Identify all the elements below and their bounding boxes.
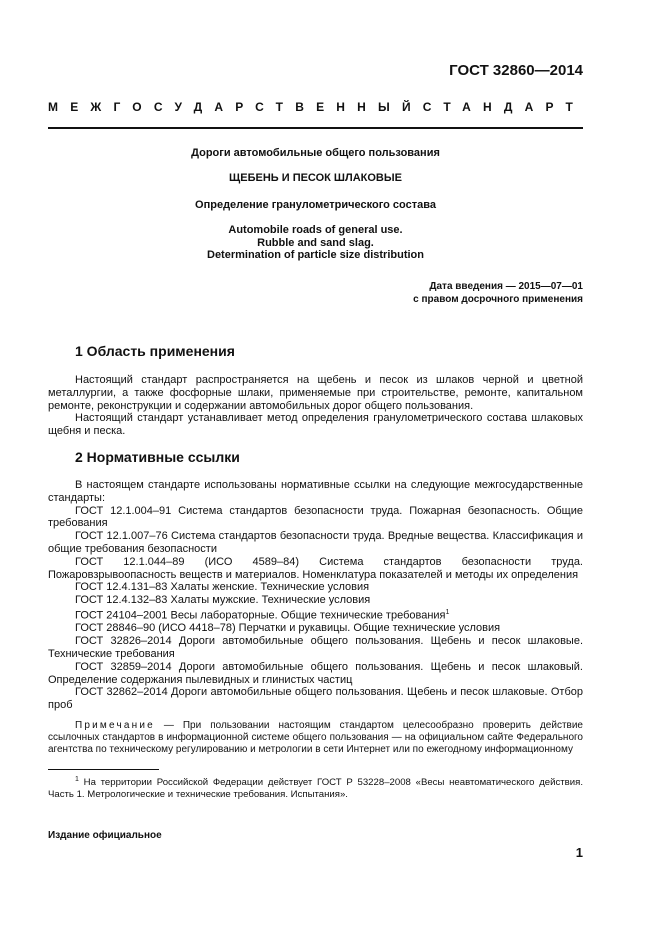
note-label: Примечание bbox=[75, 720, 155, 731]
note-text: — При пользовании настоящим стандартом целесообразно проверить действие ссылочных стандартов в информационной системе общего пользования — на официальном сайте Федерального агентства по техническому регулированию и метрологии в сети Интернет или по ежегодному информационному bbox=[48, 720, 583, 755]
footnote-number: 1 bbox=[75, 776, 79, 783]
standard-word: СТАНДАРТ bbox=[422, 100, 586, 114]
english-title-line: Rubble and sand slag. bbox=[257, 236, 374, 249]
section-2-body bbox=[48, 479, 583, 712]
footnote-paragraph bbox=[48, 774, 583, 801]
reference-item bbox=[48, 607, 583, 622]
early-application-line: с правом досрочного применения bbox=[413, 293, 583, 305]
reference-item: ГОСТ 32862–2014 Дороги автомобильные общего пользования. Щебень и песок шлаковые. Отбор проб bbox=[48, 686, 583, 712]
gost-number: ГОСТ 32860—2014 bbox=[449, 62, 583, 79]
note-paragraph bbox=[48, 720, 583, 756]
section-1-body bbox=[48, 374, 583, 438]
footnote-marker[interactable]: 1 bbox=[445, 608, 450, 616]
header-divider bbox=[48, 127, 583, 129]
reference-item: ГОСТ 12.1.044–89 (ИСО 4589–84) Система стандартов безопасности труда. Пожаровзрывоопасность веществ и материалов. Номенклатура показателей и методы их определения bbox=[48, 555, 583, 581]
introduction-date bbox=[413, 281, 583, 306]
page-number: 1 bbox=[575, 845, 583, 860]
reference-item: ГОСТ 12.4.132–83 Халаты мужские. Технические условия bbox=[75, 594, 371, 607]
russian-subject: ЩЕБЕНЬ И ПЕСОК ШЛАКОВЫЕ bbox=[229, 172, 402, 184]
russian-method: Определение гранулометрического состава bbox=[195, 199, 436, 211]
reference-item: ГОСТ 32859–2014 Дороги автомобильные общего пользования. Щебень и песок шлаковый. Определение содержания пылевидных и глинистых частиц bbox=[48, 660, 583, 686]
standard-type-banner bbox=[48, 100, 586, 114]
section-1-heading: 1 Область применения bbox=[75, 343, 235, 359]
reference-text: ГОСТ 24104–2001 Весы лабораторные. Общие технические требования bbox=[75, 609, 446, 622]
introduction-date-line: Дата введения — 2015—07—01 bbox=[429, 281, 583, 292]
reference-item: ГОСТ 32826–2014 Дороги автомобильные общего пользования. Щебень и песок шлаковые. Технические требования bbox=[48, 635, 583, 661]
section-2-heading: 2 Нормативные ссылки bbox=[75, 449, 240, 465]
english-title-line: Automobile roads of general use. bbox=[228, 224, 403, 236]
english-title-line: Determination of particle size distribution bbox=[207, 249, 424, 261]
reference-item: ГОСТ 12.1.007–76 Система стандартов безопасности труда. Вредные вещества. Классификация и общие требования безопасности bbox=[48, 530, 583, 555]
official-edition-label: Издание официальное bbox=[48, 830, 162, 841]
footnote bbox=[48, 774, 583, 801]
paragraph: Настоящий стандарт распространяется на щебень и песок из шлаков черной и цветной металлургии, а также фосфорные шлаки, применяемые при строительстве, ремонте, капитальном ремонте, реконструкции и содержании автомобильных дорог общего пользования. bbox=[48, 374, 583, 412]
reference-item: ГОСТ 28846–90 (ИСО 4418–78) Перчатки и рукавицы. Общие технические условия bbox=[75, 622, 501, 635]
footnote-text: На территории Российской Федерации действует ГОСТ Р 53228–2008 «Весы неавтоматического действия. Часть 1. Метрологические и технические требования. Испытания». bbox=[48, 777, 583, 801]
paragraph: Настоящий стандарт устанавливает метод определения гранулометрического состава шлаковых щебня и песка. bbox=[48, 412, 583, 438]
english-title bbox=[48, 224, 583, 262]
reference-item: ГОСТ 12.1.004–91 Система стандартов безопасности труда. Пожарная безопасность. Общие требования bbox=[48, 504, 583, 530]
russian-title: Дороги автомобильные общего пользования bbox=[191, 147, 440, 159]
interstate-word: МЕЖГОСУДАРСТВЕННЫЙ bbox=[48, 100, 423, 114]
footnote-divider bbox=[48, 769, 159, 770]
paragraph: В настоящем стандарте использованы нормативные ссылки на следующие межгосударственные стандарты: bbox=[48, 479, 583, 504]
note bbox=[48, 720, 583, 756]
reference-item: ГОСТ 12.4.131–83 Халаты женские. Технические условия bbox=[75, 581, 370, 594]
